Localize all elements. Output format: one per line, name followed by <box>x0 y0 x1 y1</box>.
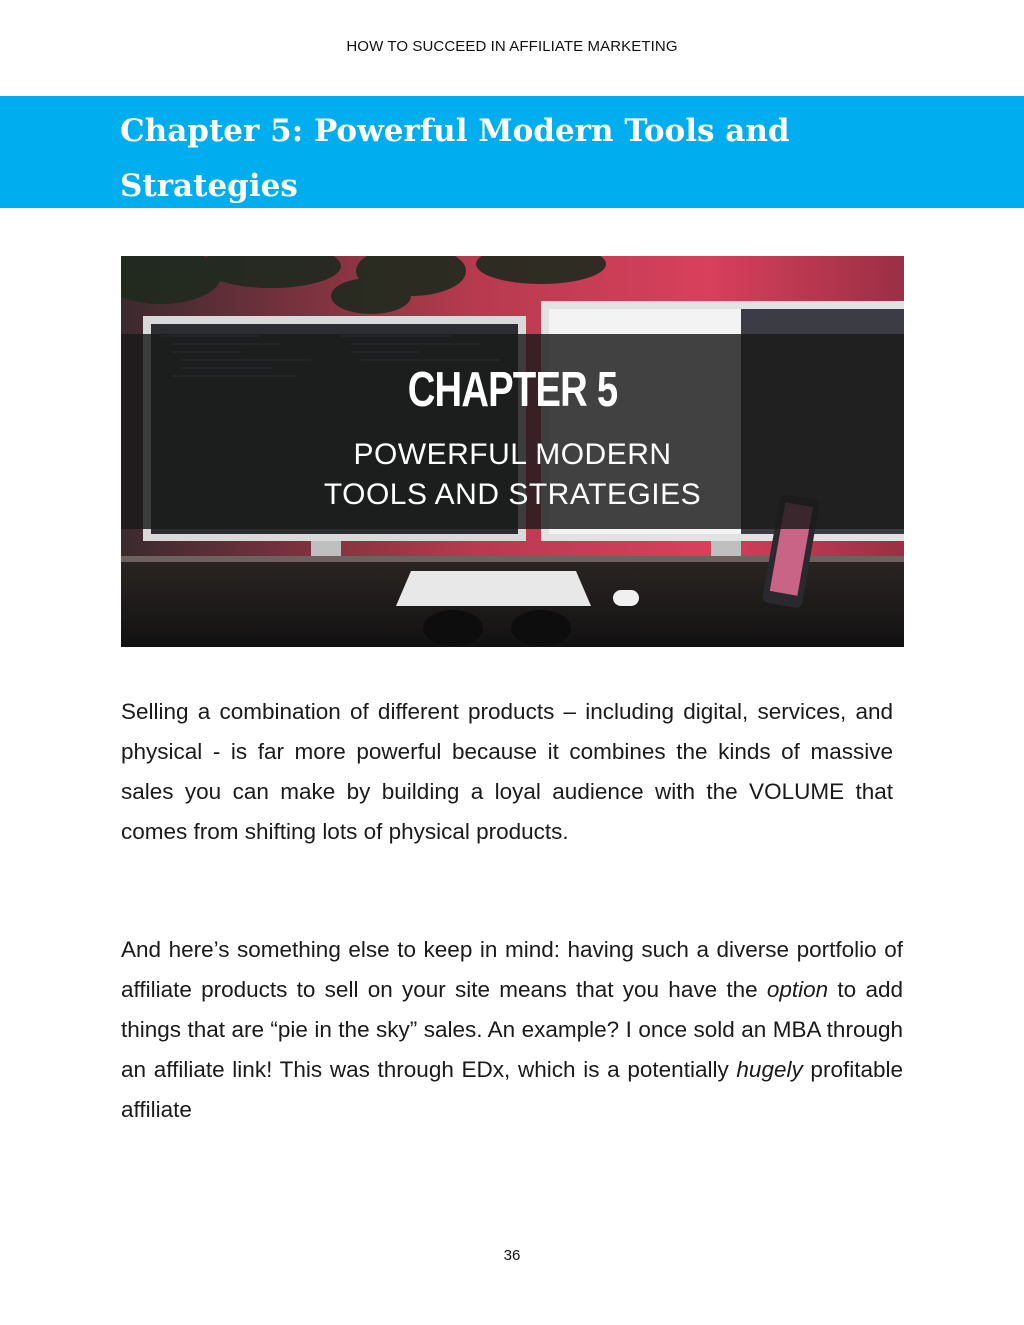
chapter-hero-image <box>121 256 904 647</box>
body-paragraph-1: Selling a combination of different products – including digital, services, and physical - is far more powerful because it combines the kinds of massive sales you can make by building a loyal audience with the VOLUME that comes from shifting lots of physical products. <box>121 699 893 844</box>
hero-overlay-subtitle-2: TOOLS AND STRATEGIES <box>323 478 702 511</box>
emphasis-option: option <box>766 977 829 1002</box>
page-number: 36 <box>503 1247 521 1264</box>
chapter-title <box>120 104 820 214</box>
chapter-title-line-2: Strategies <box>120 168 298 204</box>
emphasis-hugely: hugely <box>736 1057 803 1082</box>
running-header: HOW TO SUCCEED IN AFFILIATE MARKETING <box>346 38 678 55</box>
paragraph-2-text-2: to add things that are “pie in the sky” sales. An example? I once sold an MBA through an affiliate link! This was through EDx, which is a potentially <box>121 977 903 1082</box>
paragraph-2-text-3: profitable affiliate <box>121 1057 903 1122</box>
chapter-title-line-1: Chapter 5: Powerful Modern Tools and <box>120 113 790 149</box>
hero-overlay-heading: CHAPTER 5 <box>407 363 618 417</box>
body-paragraph-2 <box>121 930 903 1130</box>
hero-overlay-subtitle-1: POWERFUL MODERN <box>353 438 672 471</box>
paragraph-2-text-1: And here’s something else to keep in mind: having such a diverse portfolio of affiliate products to sell on your site means that you have the <box>121 937 903 1002</box>
